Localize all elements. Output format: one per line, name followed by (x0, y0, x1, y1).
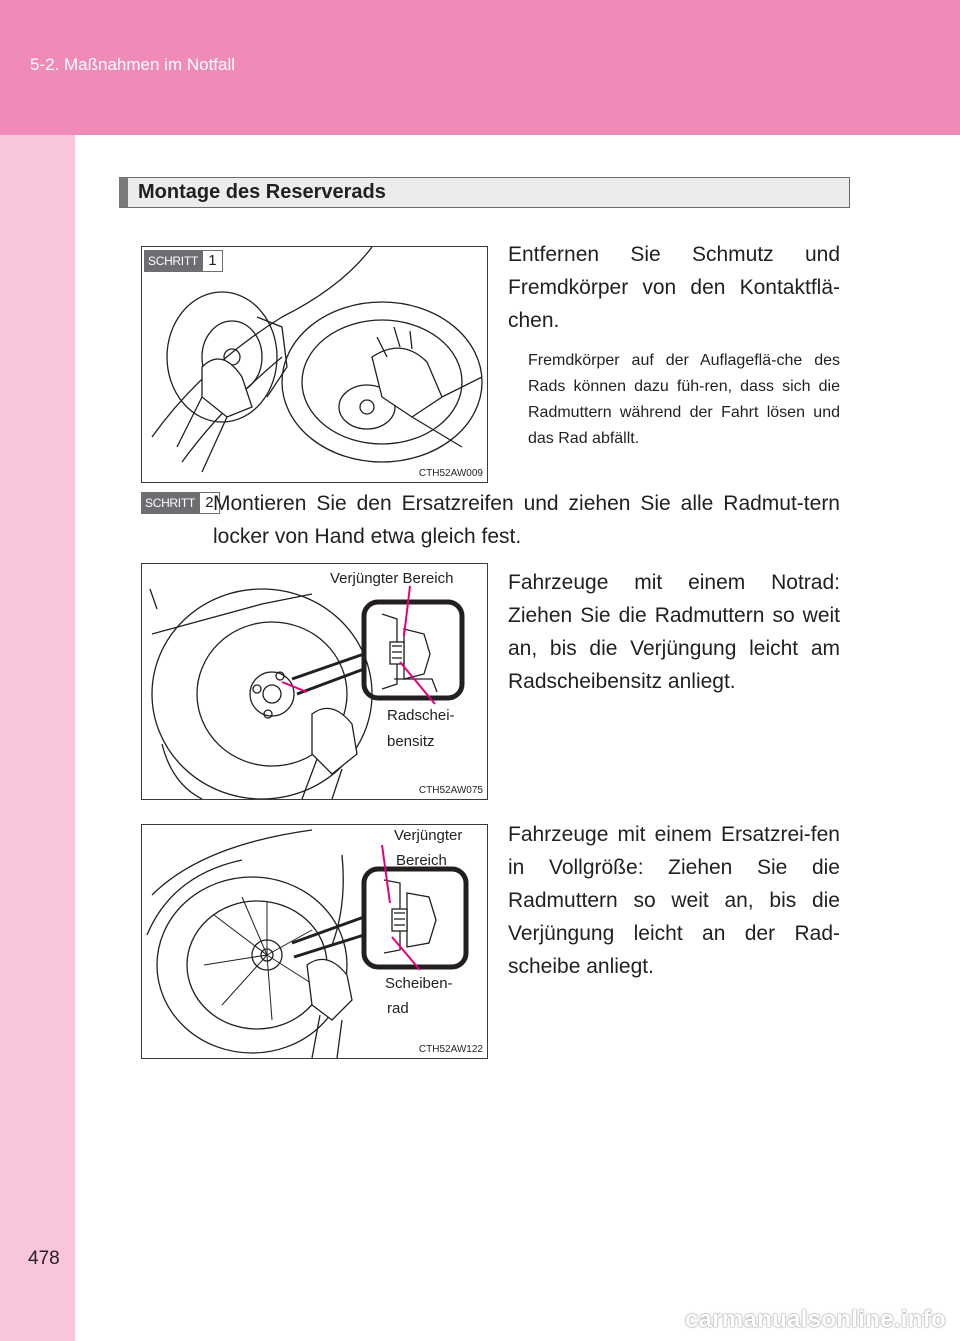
callout-disc-wheel-line1: Scheiben- (385, 975, 453, 992)
side-band (0, 135, 75, 1341)
step-1-note: Fremdkörper auf der Auflageflä-che des Rads können dazu füh-ren, dass sich die Radmuttern während der Fahrt lösen und das Rad abfällt. (528, 352, 840, 447)
callout-tapered-area-line2: Bereich (396, 852, 447, 869)
section-heading-text: Montage des Reserverads (138, 181, 386, 203)
figure-temporary-spare (141, 563, 488, 800)
figure-code: CTH52AW122 (418, 1044, 483, 1055)
figure-3-text: Fahrzeuge mit einem Ersatzrei-fen in Vollgröße: Ziehen Sie die Radmuttern so weit an, bis die Verjüngung leicht an der Rad-scheibe anliegt. (508, 823, 840, 978)
wheel-cleaning-illustration (142, 247, 487, 482)
figure-code: CTH52AW009 (418, 468, 483, 479)
page-number: 478 (28, 1248, 60, 1269)
callout-tapered-area: Verjüngter Bereich (330, 570, 454, 587)
figure-full-size-spare (141, 824, 488, 1059)
callout-wheel-seat-line1: Radschei- (387, 707, 455, 724)
watermark: carmanualsonline.info (684, 1306, 946, 1333)
callout-wheel-seat-line2: bensitz (387, 733, 435, 750)
figure-clean-hub (141, 246, 488, 483)
step-badge-label: SCHRITT (144, 250, 202, 272)
step-2-badge (141, 492, 220, 514)
step-1-text: Entfernen Sie Schmutz und Fremdkörper von den Kontaktflä-chen. (508, 243, 840, 332)
temporary-spare-illustration (142, 564, 487, 799)
step-badge-number: 1 (202, 250, 223, 272)
step-badge-label: SCHRITT (141, 492, 199, 514)
step-badge-number: 2 (199, 492, 220, 514)
section-title: 5-2. Maßnahmen im Notfall (30, 55, 236, 74)
step-2-text: Montieren Sie den Ersatzreifen und ziehen Sie alle Radmut-tern locker von Hand etwa gleich fest. (213, 492, 840, 548)
figure-code: CTH52AW075 (418, 785, 483, 796)
callout-disc-wheel-line2: rad (387, 1000, 409, 1017)
callout-tapered-area-line1: Verjüngter (394, 827, 463, 844)
step-1-badge (144, 250, 223, 272)
figure-2-text: Fahrzeuge mit einem Notrad: Ziehen Sie die Radmuttern so weit an, bis die Verjüngung leicht am Radscheibensitz anliegt. (508, 571, 840, 693)
section-heading (119, 177, 850, 208)
